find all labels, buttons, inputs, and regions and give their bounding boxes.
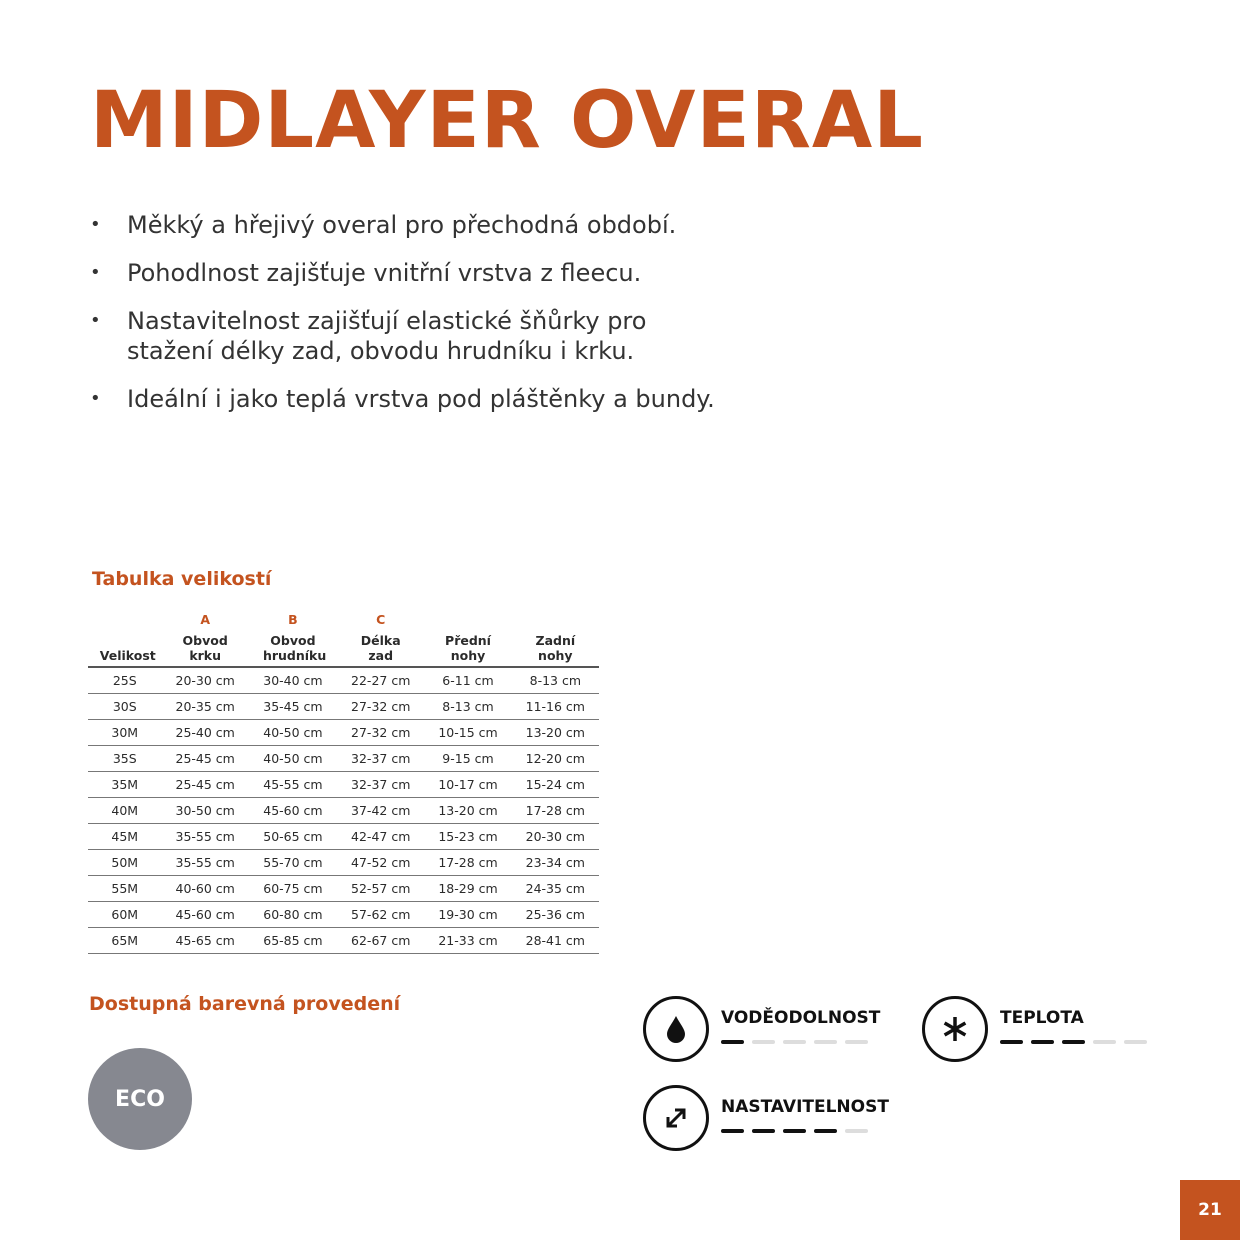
table-cell: 57-62 cm <box>337 902 424 928</box>
table-cell: 20-35 cm <box>162 694 249 720</box>
feature-label: VODĚODOLNOST <box>721 1008 881 1028</box>
rating-segment <box>1031 1040 1054 1044</box>
table-cell: 17-28 cm <box>512 798 599 824</box>
table-row <box>88 902 599 928</box>
rating-bars <box>1000 1040 1147 1044</box>
table-row <box>88 720 599 746</box>
table-cell: 40-50 cm <box>249 720 337 746</box>
table-row <box>88 772 599 798</box>
table-cell: 45-60 cm <box>162 902 249 928</box>
rating-segment <box>1093 1040 1116 1044</box>
table-cell: 22-27 cm <box>337 667 424 694</box>
rating-segment <box>783 1129 806 1133</box>
table-cell: 45-65 cm <box>162 928 249 954</box>
rating-segment <box>814 1040 837 1044</box>
table-cell: 30-40 cm <box>249 667 337 694</box>
table-cell: 50M <box>88 850 162 876</box>
column-label: Obvod krku <box>182 633 228 663</box>
column-label: Obvod hrudníku <box>262 633 327 663</box>
table-cell: 10-15 cm <box>424 720 511 746</box>
table-cell: 23-34 cm <box>512 850 599 876</box>
table-cell: 65-85 cm <box>249 928 337 954</box>
bullet-item: • Měkký a hřejivý overal pro přechodná období. <box>90 210 790 240</box>
table-cell: 25-40 cm <box>162 720 249 746</box>
table-cell: 17-28 cm <box>424 850 511 876</box>
colors-heading: Dostupná barevná provedení <box>89 993 401 1015</box>
rating-segment <box>1062 1040 1085 1044</box>
column-letter: C <box>376 612 386 627</box>
rating-segment <box>814 1129 837 1133</box>
table-row <box>88 746 599 772</box>
size-table-heading: Tabulka velikostí <box>92 568 272 590</box>
table-cell: 8-13 cm <box>512 667 599 694</box>
table-cell: 30S <box>88 694 162 720</box>
table-cell: 60-75 cm <box>249 876 337 902</box>
table-cell: 32-37 cm <box>337 746 424 772</box>
table-cell: 25-36 cm <box>512 902 599 928</box>
table-cell: 25S <box>88 667 162 694</box>
table-cell: 20-30 cm <box>512 824 599 850</box>
table-cell: 12-20 cm <box>512 746 599 772</box>
table-cell: 35S <box>88 746 162 772</box>
table-cell: 28-41 cm <box>512 928 599 954</box>
rating-segment <box>1000 1040 1023 1044</box>
page-number: 21 <box>1180 1180 1240 1240</box>
table-cell: 6-11 cm <box>424 667 511 694</box>
resize-arrows-icon <box>643 1085 709 1151</box>
table-cell: 60-80 cm <box>249 902 337 928</box>
bullet-item: • Nastavitelnost zajišťují elastické šňůrky pro stažení délky zad, obvodu hrudníku i krku. <box>90 306 727 366</box>
table-cell: 55-70 cm <box>249 850 337 876</box>
table-row <box>88 694 599 720</box>
column-letter: B <box>288 612 298 627</box>
page-title: MIDLAYER OVERAL <box>90 76 924 166</box>
table-cell: 27-32 cm <box>337 694 424 720</box>
table-row <box>88 824 599 850</box>
column-header <box>162 612 249 667</box>
column-header <box>88 612 162 667</box>
table-cell: 32-37 cm <box>337 772 424 798</box>
column-header <box>249 612 337 667</box>
table-cell: 50-65 cm <box>249 824 337 850</box>
table-cell: 8-13 cm <box>424 694 511 720</box>
table-cell: 30-50 cm <box>162 798 249 824</box>
table-cell: 40-50 cm <box>249 746 337 772</box>
table-cell: 18-29 cm <box>424 876 511 902</box>
table-cell: 10-17 cm <box>424 772 511 798</box>
table-cell: 55M <box>88 876 162 902</box>
rating-segment <box>752 1040 775 1044</box>
snowflake-icon <box>922 996 988 1062</box>
table-cell: 37-42 cm <box>337 798 424 824</box>
table-row <box>88 928 599 954</box>
column-header <box>424 612 511 667</box>
table-cell: 45-55 cm <box>249 772 337 798</box>
feature-label: TEPLOTA <box>1000 1008 1084 1028</box>
table-row <box>88 667 599 694</box>
rating-segment <box>752 1129 775 1133</box>
rating-segment <box>1124 1040 1147 1044</box>
rating-segment <box>845 1129 868 1133</box>
table-cell: 19-30 cm <box>424 902 511 928</box>
color-swatch-eco <box>88 1048 192 1150</box>
table-cell: 35-55 cm <box>162 850 249 876</box>
table-cell: 40-60 cm <box>162 876 249 902</box>
table-cell: 47-52 cm <box>337 850 424 876</box>
table-cell: 45M <box>88 824 162 850</box>
feature-label: NASTAVITELNOST <box>721 1097 889 1117</box>
table-row <box>88 850 599 876</box>
table-cell: 15-23 cm <box>424 824 511 850</box>
rating-segment <box>845 1040 868 1044</box>
table-cell: 27-32 cm <box>337 720 424 746</box>
table-cell: 35-45 cm <box>249 694 337 720</box>
table-cell: 42-47 cm <box>337 824 424 850</box>
swatch-label: ECO <box>115 1086 165 1112</box>
table-cell: 21-33 cm <box>424 928 511 954</box>
column-label: Délka zad <box>360 633 401 663</box>
table-cell: 13-20 cm <box>424 798 511 824</box>
table-cell: 60M <box>88 902 162 928</box>
water-drop-icon <box>643 996 709 1062</box>
table-cell: 45-60 cm <box>249 798 337 824</box>
feature-bullets <box>90 210 790 432</box>
table-cell: 13-20 cm <box>512 720 599 746</box>
rating-bars <box>721 1129 868 1133</box>
size-table <box>88 612 599 954</box>
table-cell: 35M <box>88 772 162 798</box>
column-header <box>337 612 424 667</box>
bullet-item: • Ideální i jako teplá vrstva pod pláštěnky a bundy. <box>90 384 790 414</box>
rating-bars <box>721 1040 868 1044</box>
table-cell: 30M <box>88 720 162 746</box>
table-cell: 52-57 cm <box>337 876 424 902</box>
table-cell: 25-45 cm <box>162 746 249 772</box>
table-cell: 40M <box>88 798 162 824</box>
column-letter: A <box>200 612 211 627</box>
rating-segment <box>721 1129 744 1133</box>
table-cell: 15-24 cm <box>512 772 599 798</box>
column-header <box>512 612 599 667</box>
table-cell: 11-16 cm <box>512 694 599 720</box>
table-cell: 24-35 cm <box>512 876 599 902</box>
rating-segment <box>783 1040 806 1044</box>
rating-segment <box>721 1040 744 1044</box>
table-cell: 65M <box>88 928 162 954</box>
column-label: Zadní nohy <box>535 633 576 663</box>
column-label: Přední nohy <box>445 633 491 663</box>
table-cell: 25-45 cm <box>162 772 249 798</box>
table-row <box>88 876 599 902</box>
table-row <box>88 798 599 824</box>
column-label: Velikost <box>99 648 156 663</box>
table-cell: 62-67 cm <box>337 928 424 954</box>
table-cell: 35-55 cm <box>162 824 249 850</box>
bullet-item: • Pohodlnost zajišťuje vnitřní vrstva z fleecu. <box>90 258 790 288</box>
table-cell: 9-15 cm <box>424 746 511 772</box>
table-cell: 20-30 cm <box>162 667 249 694</box>
